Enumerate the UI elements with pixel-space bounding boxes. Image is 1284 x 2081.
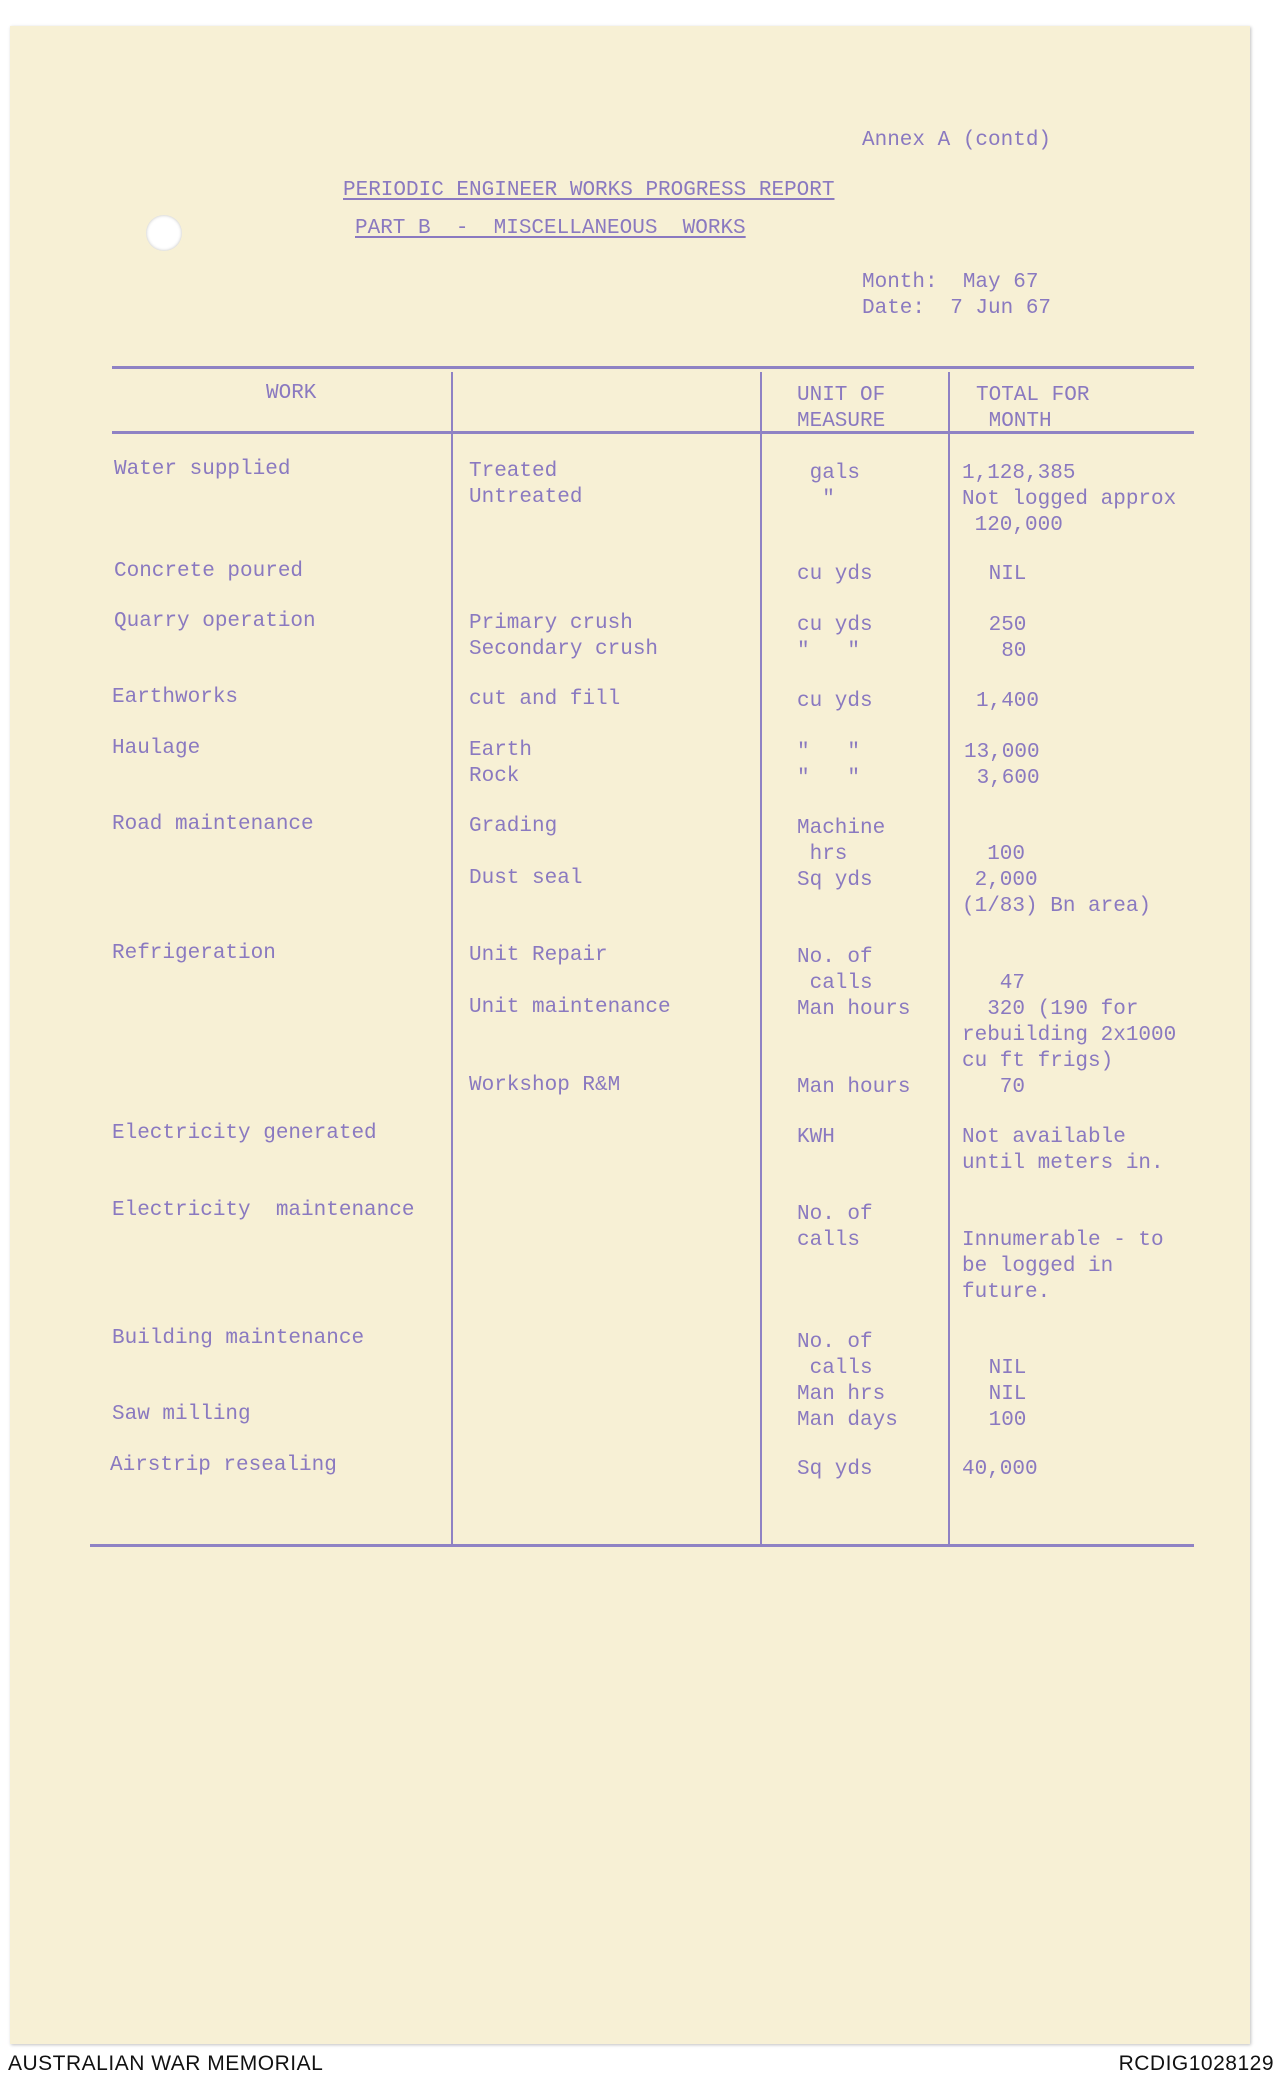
row-unit: No. of calls xyxy=(797,1203,873,1252)
row-unit: No. of calls xyxy=(797,1331,873,1380)
row-work: Saw milling xyxy=(112,1403,251,1426)
footer-source: AUSTRALIAN WAR MEMORIAL xyxy=(8,2052,324,2075)
row-detail: cut and fill xyxy=(469,688,621,711)
punch-hole xyxy=(146,215,182,251)
report-month: Month: May 67 xyxy=(862,271,1039,294)
row-total: 13,000 3,600 xyxy=(964,741,1040,790)
row-unit: cu yds xyxy=(797,690,873,713)
row-work: Airstrip resealing xyxy=(110,1454,337,1477)
footer-id: RCDIG1028129 xyxy=(1118,2052,1274,2075)
row-unit: Sq yds xyxy=(797,1458,873,1481)
row-total: NIL xyxy=(988,1357,1027,1380)
row-unit: cu yds xyxy=(797,563,873,586)
row-total: 100 2,000 (1/83) Bn area) xyxy=(962,843,1152,918)
row-unit: KWH xyxy=(797,1126,835,1149)
row-work: Refrigeration xyxy=(112,942,276,965)
row-detail: Primary crush Secondary crush xyxy=(469,612,659,661)
report-title: PERIODIC ENGINEER WORKS PROGRESS REPORT xyxy=(343,179,835,202)
row-work: Concrete poured xyxy=(114,560,304,583)
row-work: Electricity maintenance xyxy=(112,1199,415,1222)
row-total: 1,128,385 Not logged approx 120,000 xyxy=(962,462,1177,537)
row-detail: Unit Repair Unit maintenance Workshop R&M xyxy=(469,944,671,1097)
report-subtitle: PART B - MISCELLANEOUS WORKS xyxy=(355,217,746,240)
table-divider-1 xyxy=(451,372,453,1546)
header-total: TOTAL FOR MONTH xyxy=(976,384,1090,433)
row-detail: Grading Dust seal xyxy=(469,815,583,890)
row-work: Earthworks xyxy=(112,686,239,709)
row-unit: cu yds " " xyxy=(797,614,873,663)
row-total: 1,400 xyxy=(976,690,1040,713)
row-total: Innumerable - to be logged in future. xyxy=(962,1229,1164,1304)
row-unit: No. of calls Man hours Man hours xyxy=(797,946,911,1099)
header-unit: UNIT OF MEASURE xyxy=(797,384,886,433)
annex-label: Annex A (contd) xyxy=(862,129,1052,152)
row-work: Quarry operation xyxy=(114,610,316,633)
report-date: Date: 7 Jun 67 xyxy=(862,297,1052,320)
row-total: 250 80 xyxy=(988,614,1027,663)
table-top-rule xyxy=(112,366,1194,369)
row-detail: Treated Untreated xyxy=(469,460,583,509)
row-work: Haulage xyxy=(112,737,201,760)
row-unit: gals " xyxy=(809,462,861,511)
table-divider-2 xyxy=(760,372,762,1546)
row-work: Electricity generated xyxy=(112,1122,377,1145)
row-unit: " " " " xyxy=(797,741,861,790)
row-work: Building maintenance xyxy=(112,1327,365,1350)
row-work: Road maintenance xyxy=(112,813,314,836)
row-unit: Man hrs Man days xyxy=(797,1383,898,1432)
row-total: NIL xyxy=(976,563,1027,586)
row-total: 40,000 xyxy=(962,1458,1038,1481)
table-bottom-rule xyxy=(90,1544,1194,1547)
row-work: Water supplied xyxy=(114,458,291,481)
row-unit: Machine hrs Sq yds xyxy=(797,817,886,892)
row-total: NIL 100 xyxy=(988,1383,1027,1432)
header-work: WORK xyxy=(266,382,317,405)
table-divider-3 xyxy=(948,372,950,1546)
row-total: 47 320 (190 for rebuilding 2x1000 cu ft frigs) 70 xyxy=(962,972,1177,1099)
row-detail: Earth Rock xyxy=(469,739,533,788)
row-total: Not available until meters in. xyxy=(962,1126,1164,1175)
